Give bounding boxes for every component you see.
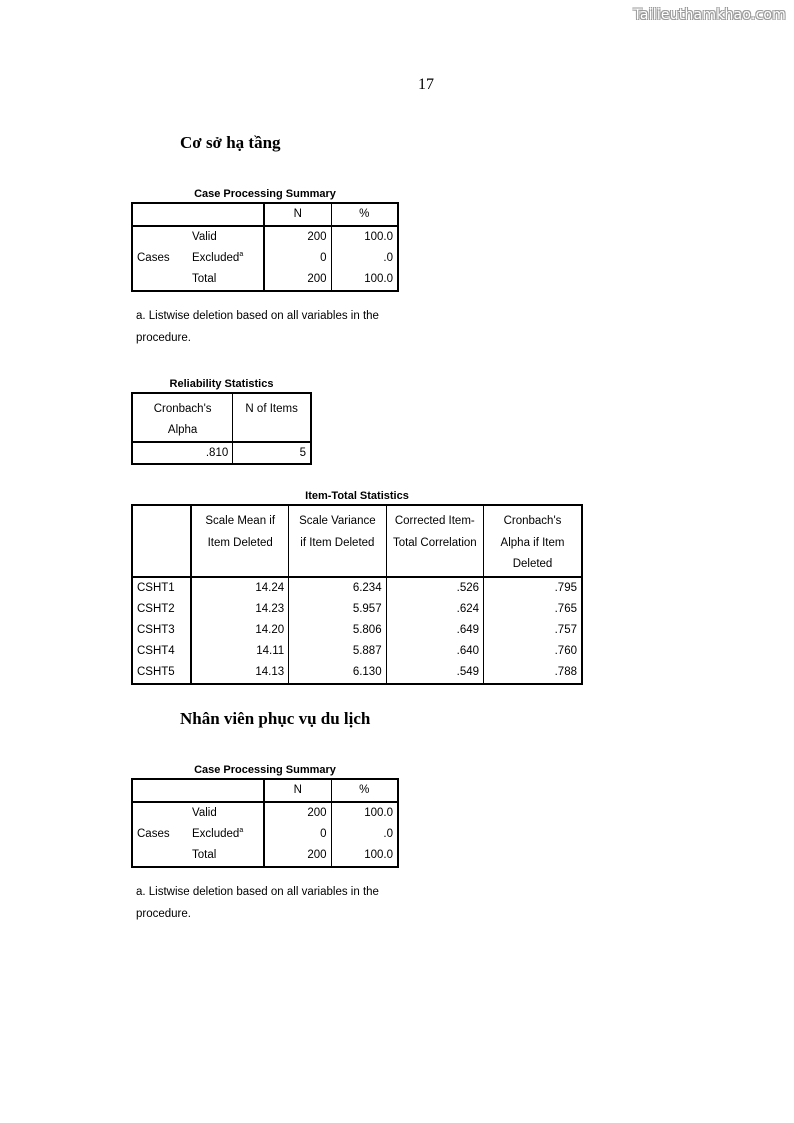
cell-valid-pct: 100.0	[364, 807, 393, 819]
row-label-csht1: CSHT1	[132, 577, 191, 599]
cell-scale-mean: 14.20	[191, 620, 288, 641]
column-header-n: N	[264, 779, 331, 802]
cell-alpha-if-deleted: .795	[554, 581, 577, 594]
cell-corrected-correlation: .624	[386, 599, 483, 620]
cell-scale-mean: 14.23	[191, 599, 288, 620]
column-header-scale-mean: Scale Mean if Item Deleted	[191, 505, 288, 577]
row-label-total: Total	[188, 269, 264, 291]
row-label-excluded: Excluded$^a$	[188, 248, 264, 269]
cell-cronbach-alpha: .810	[132, 442, 233, 464]
footnote: a. Listwise deletion based on all variables in the procedure.	[136, 886, 379, 920]
row-label-csht2: CSHT2	[132, 599, 191, 620]
section-heading-infrastructure: Cơ sở hạ tầng	[180, 133, 281, 152]
cell-corrected-correlation: .526	[386, 577, 483, 599]
row-label-valid: Valid	[188, 226, 264, 248]
reliability-statistics-title: Reliability Statistics	[169, 378, 274, 390]
cell-scale-variance: 6.234	[289, 577, 386, 599]
cell-scale-mean: 14.11	[191, 641, 288, 662]
table-row	[132, 620, 582, 641]
reliability-statistics-table	[131, 392, 312, 465]
row-label-valid: Valid	[188, 802, 264, 824]
case-processing-title: Case Processing Summary	[194, 188, 336, 200]
cell-corrected-correlation: .640	[386, 641, 483, 662]
footnote: a. Listwise deletion based on all variables in the procedure.	[136, 310, 379, 344]
case-processing-title: Case Processing Summary	[194, 764, 336, 776]
column-header-percent: %	[359, 208, 370, 220]
column-header-scale-variance: Scale Variance if Item Deleted	[289, 505, 386, 577]
cell-total-n: 200	[264, 845, 331, 867]
footnote-marker: a	[239, 251, 244, 258]
table-row	[132, 577, 582, 599]
column-header-percent: %	[359, 784, 370, 796]
cell-valid-n: 200	[264, 802, 331, 824]
footnote-marker: a	[239, 827, 244, 834]
table-row	[132, 641, 582, 662]
cell-valid-n: 200	[264, 226, 331, 248]
row-label-csht5: CSHT5	[132, 662, 191, 684]
cell-corrected-correlation: .649	[386, 620, 483, 641]
cell-corrected-correlation: .549	[386, 662, 483, 684]
item-total-statistics-table	[131, 504, 583, 685]
cell-excluded-pct: .0	[383, 828, 393, 840]
table-row	[132, 662, 582, 684]
column-header-cronbach-alpha: Cronbach's Alpha	[132, 393, 233, 442]
case-processing-table	[131, 202, 399, 292]
cell-scale-mean: 14.13	[191, 662, 288, 684]
cell-scale-variance: 6.130	[289, 662, 386, 684]
cell-n-of-items: 5	[299, 447, 306, 459]
cell-total-pct: 100.0	[364, 849, 393, 861]
column-header-corrected-correlation: Corrected Item-Total Correlation	[386, 505, 483, 577]
section-heading-tourism-staff: Nhân viên phục vụ du lịch	[180, 709, 371, 728]
item-total-statistics-title: Item-Total Statistics	[305, 490, 409, 502]
column-header-n-of-items: N of Items	[245, 403, 298, 415]
cell-alpha-if-deleted: .788	[554, 665, 577, 678]
cell-alpha-if-deleted: .760	[554, 644, 577, 657]
cell-excluded-n: 0	[264, 248, 331, 269]
case-processing-table	[131, 778, 399, 868]
cell-scale-variance: 5.887	[289, 641, 386, 662]
cell-alpha-if-deleted: .757	[554, 623, 577, 636]
cell-alpha-if-deleted: .765	[554, 602, 577, 615]
cell-excluded-pct: .0	[383, 252, 393, 264]
cell-total-n: 200	[264, 269, 331, 291]
cases-label: Cases	[137, 828, 170, 840]
column-header-alpha-if-deleted: Cronbach's Alpha if Item Deleted	[500, 515, 565, 570]
row-label-csht3: CSHT3	[132, 620, 191, 641]
cell-scale-variance: 5.806	[289, 620, 386, 641]
cell-excluded-n: 0	[264, 824, 331, 845]
row-label-csht4: CSHT4	[132, 641, 191, 662]
page-number: 17	[418, 76, 434, 93]
table-row	[132, 599, 582, 620]
watermark: Tailieuthamkhao.com	[633, 7, 786, 23]
cell-total-pct: 100.0	[364, 273, 393, 285]
cases-label: Cases	[137, 252, 170, 264]
cell-valid-pct: 100.0	[364, 231, 393, 243]
cell-scale-variance: 5.957	[289, 599, 386, 620]
column-header-n: N	[264, 203, 331, 226]
cell-scale-mean: 14.24	[191, 577, 288, 599]
row-label-excluded: Excluded$^a$	[188, 824, 264, 845]
row-label-total: Total	[188, 845, 264, 867]
